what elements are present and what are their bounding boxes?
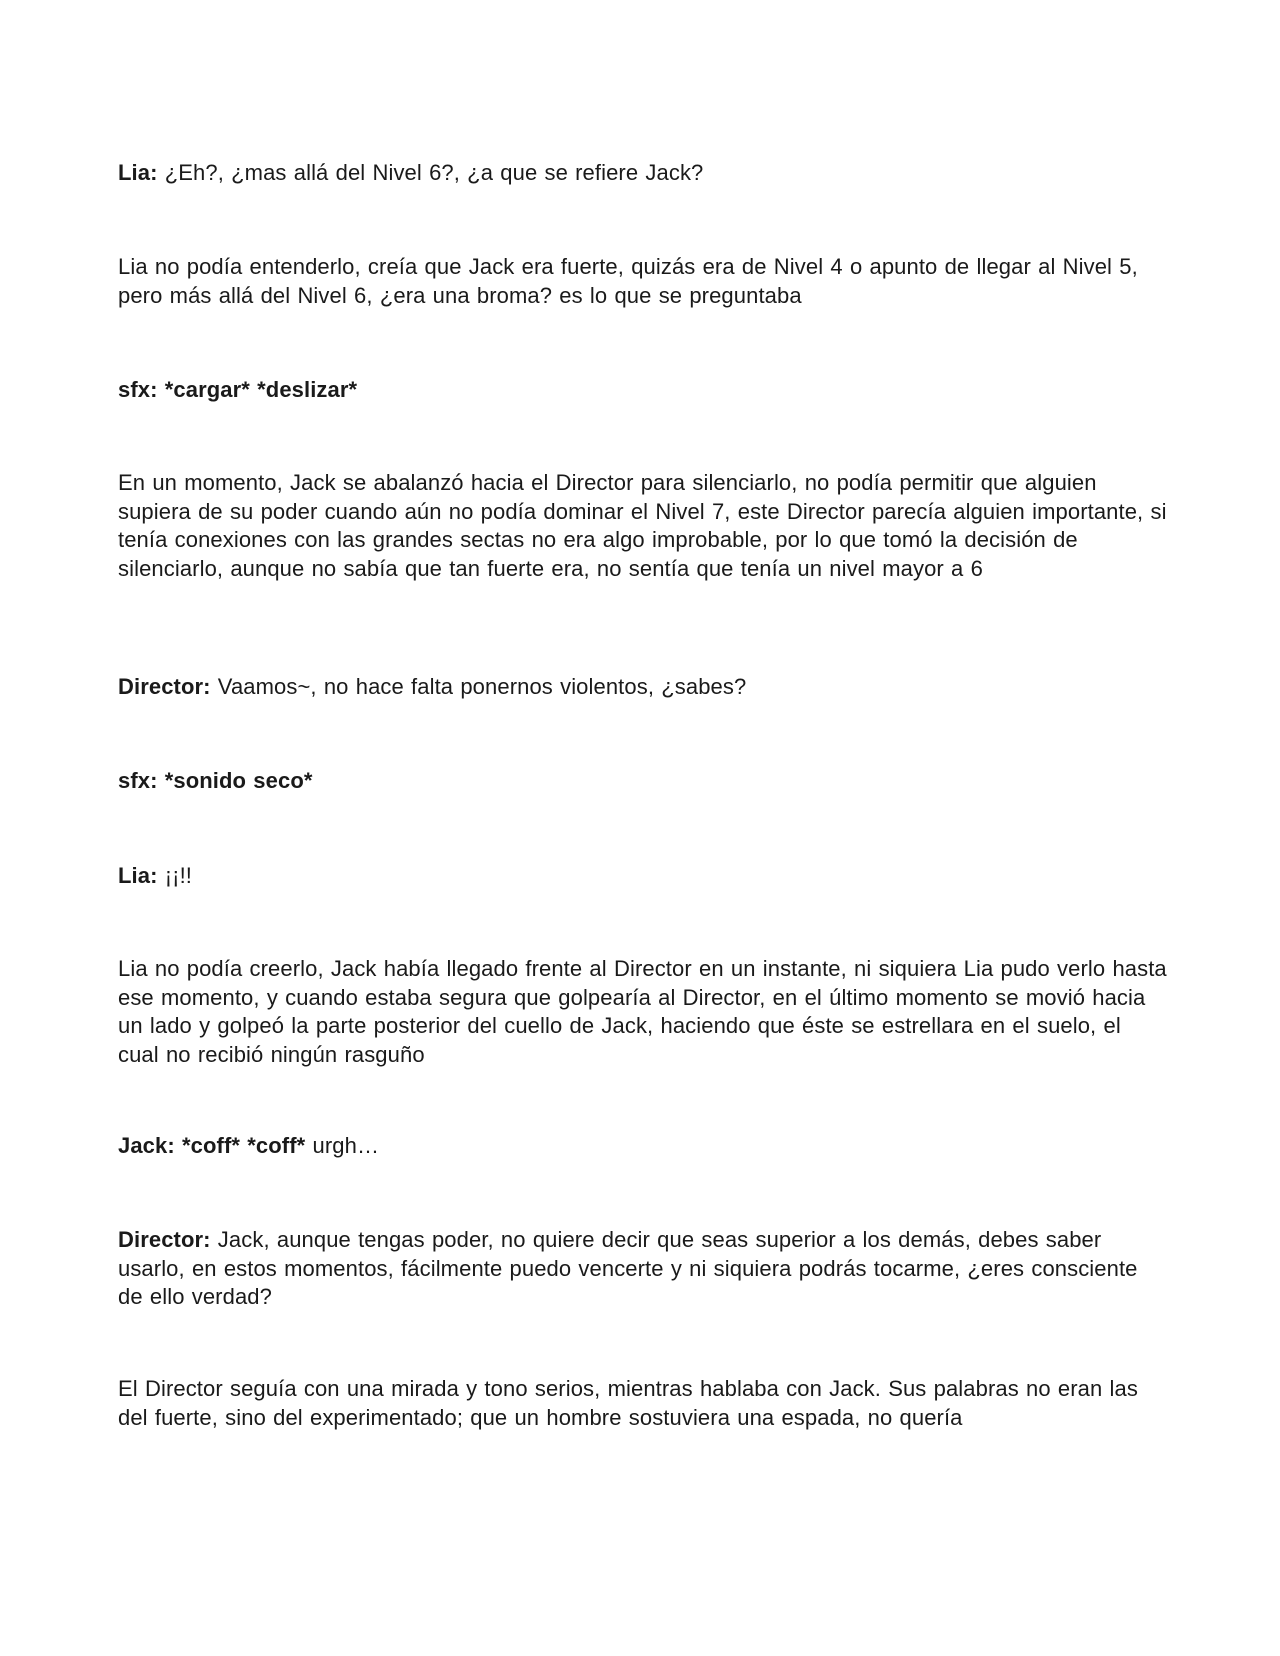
- narration-paragraph-2: [118, 469, 1168, 583]
- dialogue-text: ¿Eh?, ¿mas allá del Nivel 6?, ¿a que se refiere Jack?: [157, 160, 704, 185]
- dialogue-director-1: [118, 673, 1168, 702]
- dialogue-text: ¡¡!!: [157, 863, 193, 888]
- dialogue-lia-2: [118, 862, 1168, 891]
- speaker-label: Lia:: [118, 863, 158, 888]
- speaker-label: Lia:: [118, 160, 158, 185]
- dialogue-text: Jack, aunque tengas poder, no quiere decir que seas superior a los demás, debes saber usarlo, en estos momentos, fácilmente puedo vencerte y ni siquiera podrás tocarme, ¿eres consciente de ello verdad?: [118, 1227, 1138, 1309]
- dialogue-lia-1: [118, 159, 1168, 188]
- speaker-label: Director:: [118, 1227, 211, 1252]
- dialogue-text: urgh…: [305, 1133, 380, 1158]
- narration-paragraph-3: [118, 955, 1168, 1069]
- speaker-label: Director:: [118, 674, 211, 699]
- dialogue-text: Vaamos~, no hace falta ponernos violentos, ¿sabes?: [210, 674, 747, 699]
- sfx-line-2: [118, 767, 1168, 796]
- narration-paragraph-4: [118, 1375, 1168, 1432]
- narration-text: Lia no podía entenderlo, creía que Jack era fuerte, quizás era de Nivel 4 o apunto de llegar al Nivel 5, pero más allá del Nivel 6, ¿era una broma? es lo que se preguntaba: [118, 254, 1138, 308]
- narration-paragraph-1: [118, 253, 1168, 310]
- dialogue-director-2: [118, 1226, 1168, 1312]
- narration-text: En un momento, Jack se abalanzó hacia el Director para silenciarlo, no podía permitir que alguien supiera de su poder cuando aún no podía dominar el Nivel 7, este Director parecía alguien importante, si tenía conexiones con las grandes sectas no era algo improbable, por lo que tomó la decisión de silenciarlo, aunque no sabía que tan fuerte era, no sentía que tenía un nivel mayor a 6: [118, 470, 1167, 581]
- dialogue-jack-1: [118, 1132, 1168, 1161]
- speaker-label: Jack:: [118, 1133, 175, 1158]
- sfx-line-1: [118, 376, 1168, 405]
- narration-text: El Director seguía con una mirada y tono serios, mientras hablaba con Jack. Sus palabras no eran las del fuerte, sino del experimentado; que un hombre sostuviera una espada, no quería: [118, 1376, 1138, 1430]
- sfx-text: sfx: *sonido seco*: [118, 768, 313, 793]
- sfx-text: sfx: *cargar* *deslizar*: [118, 377, 358, 402]
- sfx-inline-text: *coff* *coff*: [174, 1133, 306, 1158]
- narration-text: Lia no podía creerlo, Jack había llegado frente al Director en un instante, ni siquiera Lia pudo verlo hasta ese momento, y cuando estaba segura que golpearía al Director, en el último momento se movió hacia un lado y golpeó la parte posterior del cuello de Jack, haciendo que éste se estrellara en el suelo, el cual no recibió ningún rasguño: [118, 956, 1167, 1067]
